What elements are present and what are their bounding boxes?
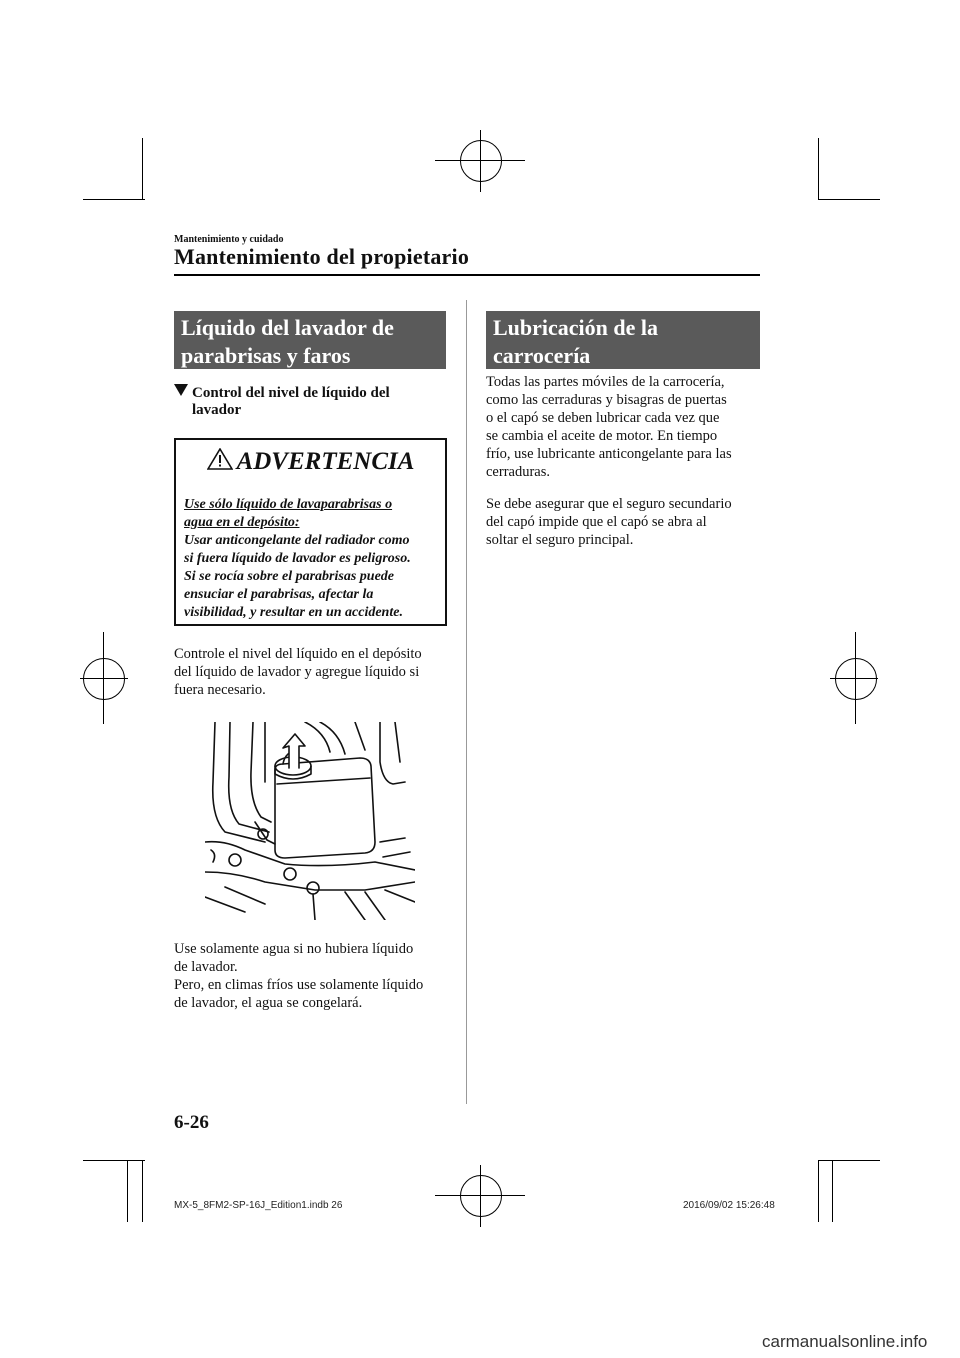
paragraph-line: de lavador, el agua se congelará. — [174, 995, 363, 1011]
paragraph-line: Se debe asegurar que el seguro secundario — [486, 496, 732, 512]
paragraph-check-level — [174, 645, 454, 699]
warning-box — [174, 438, 447, 626]
page-number: 6-26 — [174, 1112, 209, 1133]
warning-line: si fuera líquido de lavador es peligroso. — [184, 551, 411, 566]
warning-line: agua en el depósito: — [184, 515, 300, 530]
section-label: Mantenimiento y cuidado — [174, 234, 284, 245]
paragraph-line: Pero, en climas fríos use solamente líquido — [174, 977, 424, 993]
subheading-line: lavador — [192, 402, 242, 418]
paragraph-line: cerraduras. — [486, 464, 550, 480]
subheading-line: Control del nivel de líquido del — [192, 385, 390, 401]
paragraph-line: Use solamente agua si no hubiera líquido — [174, 941, 414, 957]
title-line: carrocería — [493, 343, 591, 368]
paragraph-line: frío, use lubricante anticongelante para las — [486, 446, 732, 462]
paragraph-line: se cambia el aceite de motor. En tiempo — [486, 428, 718, 444]
paragraph-line: de lavador. — [174, 959, 238, 975]
subheading-fluid-level — [174, 384, 390, 419]
warning-text — [184, 496, 446, 622]
title-line: Líquido del lavador de — [181, 315, 394, 340]
watermark: carmanualsonline.info — [762, 1332, 928, 1351]
section-title-lubrication — [486, 311, 760, 369]
chapter-title: Mantenimiento del propietario — [174, 244, 470, 269]
paragraph-secondary-latch — [486, 495, 766, 549]
warning-line: Usar anticongelante del radiador como — [184, 533, 410, 548]
paragraph-line: como las cerraduras y bisagras de puertas — [486, 392, 727, 408]
warning-line: visibilidad, y resultar en un accidente. — [184, 605, 403, 620]
file-name: MX-5_8FM2-SP-16J_Edition1.indb 26 — [174, 1200, 343, 1211]
washer-reservoir-illustration — [205, 722, 415, 920]
paragraph-line: o el capó se deben lubricar cada vez que — [486, 410, 720, 426]
title-line: parabrisas y faros — [181, 343, 351, 368]
paragraph-line: fuera necesario. — [174, 682, 266, 698]
print-timestamp: 2016/09/02 15:26:48 — [683, 1200, 775, 1211]
paragraph-line: Controle el nivel del líquido en el depósito — [174, 646, 422, 662]
section-title-washer-fluid — [174, 311, 446, 369]
paragraph-line: Todas las partes móviles de la carrocería, — [486, 374, 725, 390]
title-line: Lubricación de la — [493, 315, 659, 340]
paragraph-water-only — [174, 940, 454, 1012]
warning-line: Use sólo líquido de lavaparabrisas o — [184, 497, 393, 512]
paragraph-line: del líquido de lavador y agregue líquido si — [174, 664, 420, 680]
warning-line: Si se rocía sobre el parabrisas puede — [184, 569, 394, 584]
warning-title: ADVERTENCIA — [236, 448, 415, 475]
warning-triangle-icon — [207, 448, 233, 470]
paragraph-lubrication — [486, 373, 766, 481]
column-divider — [466, 300, 467, 1104]
warning-line: ensuciar el parabrisas, afectar la — [184, 587, 374, 602]
paragraph-line: del capó impide que el capó se abra al — [486, 514, 707, 530]
header-rule — [174, 274, 760, 276]
warning-heading — [176, 448, 445, 476]
triangle-down-icon — [174, 384, 188, 396]
paragraph-line: soltar el seguro principal. — [486, 532, 634, 548]
